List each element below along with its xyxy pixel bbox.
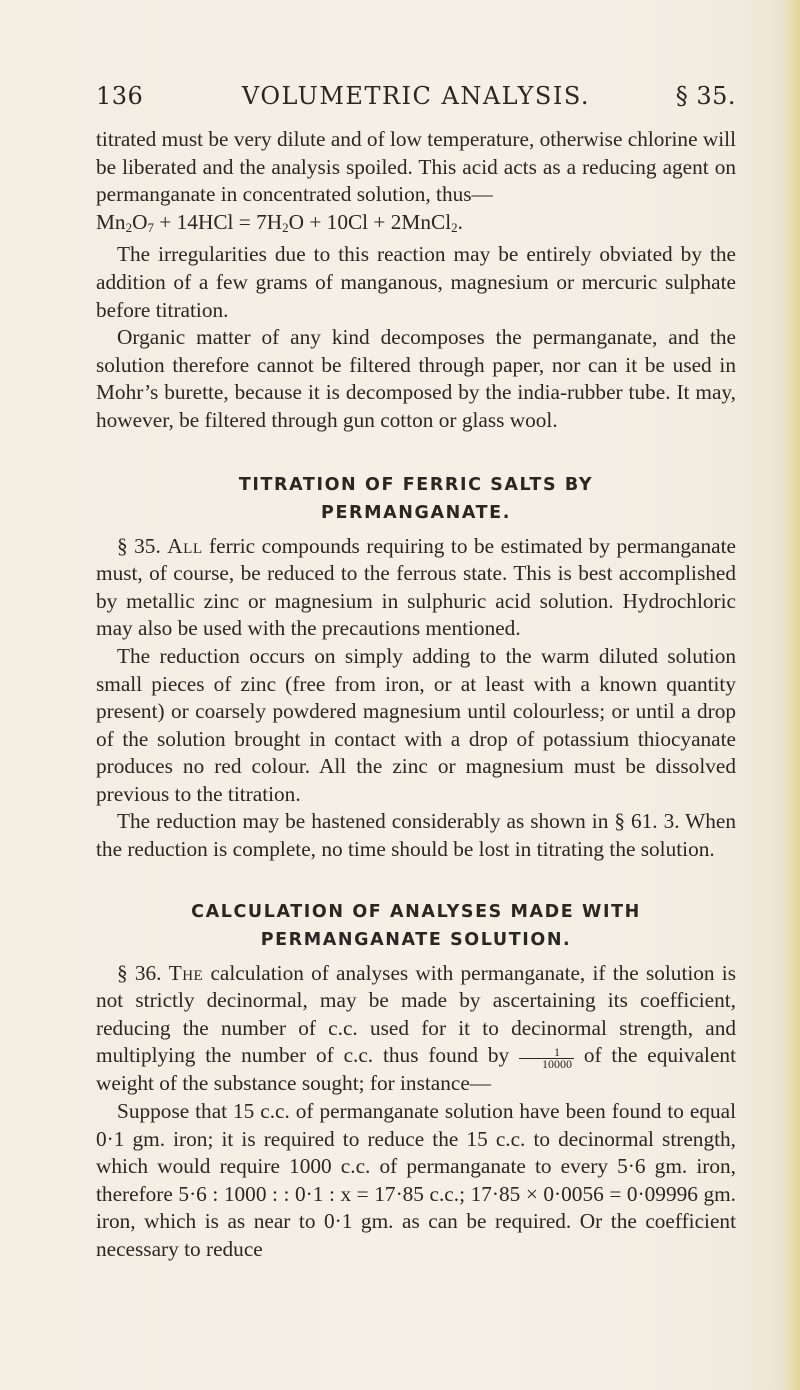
paragraph-4: § 35. All ferric compounds requiring to be estimated by permanganate must, of course, be reduced to the ferrous state. This is best accomplished by metallic zinc or magnesium in sulphuric acid solution. Hydrochloric may also be used with the precautions mentioned. [96,533,736,641]
fraction: $\frac{1}{10000}$ [519,1047,574,1070]
paragraph-5: The reduction occurs on simply adding to the warm diluted solution small pieces of zinc (free from iron, or at least with a known quantity present) or coarsely powdered magnesium until colourless; or until a drop of the solution brought in contact with a drop of potassium thiocyanate produces no red colour. All the zinc or magnesium must be dissolved previous to the titration. [96,643,736,806]
paragraph-8: Suppose that 15 c.c. of permanganate solution have been found to equal 0·1 gm. iron; it is required to reduce the 15 c.c. to decinormal strength, which would require 1000 c.c. of permanganate to every 5·6 gm. iron, therefore 5·6 : 1000 : : 0·1 : x = 17·85 c.c.; 17·85 × 0·0056 = 0·09996 gm. iron, which is as near to 0·1 gm. as can be required. Or the coefficient necessary to reduce [96,1099,736,1261]
section-heading-calculation: CALCULATION OF ANALYSES MADE WITH PERMANGANATE SOLUTION. [191,901,641,950]
page-body [96,126,736,1264]
section-heading-ferric: TITRATION OF FERRIC SALTS BY PERMANGANATE. [238,474,594,523]
section-marker: § 35. [675,82,736,110]
paragraph-6: The reduction may be hastened considerably as shown in § 61. 3. When the reduction is complete, no time should be lost in titrating the solution. [96,809,736,862]
paragraph-3: Organic matter of any kind decomposes the permanganate, and the solution therefore cannot be filtered through paper, nor can it be used in Mohr’s burette, because it is decomposed by the india-rubber tube. It may, however, be filtered through gun cotton or glass wool. [96,325,736,432]
page-edge [782,0,800,1390]
page-number: 136 [96,82,144,110]
running-header [96,82,736,116]
chemical-equation: $Mn_2O_7 + 14HCl = 7H_2O + 10Cl$ + 2MnCl$_2$. [96,209,463,235]
running-title: VOLUMETRIC ANALYSIS. [241,82,591,110]
paragraph-7: § 36. The calculation of analyses with permanganate, if the solution is not strictly decinormal, may be made by ascertaining its coefficient, reducing the number of c.c. used for it to decinormal strength, and multiplying the number of c.c. thus found by $\frac{1}{10000}$ of the equivalent weight of the substance sought; for instance— [96,960,736,1096]
paragraph-2: The irregularities due to this reaction may be entirely obviated by the addition of a few grams of manganous, magnesium or mercuric sulphate before titration. [96,242,736,322]
paragraph-1: titrated must be very dilute and of low temperature, otherwise chlorine will be liberated and the analysis spoiled. This acid acts as a reducing agent on permanganate in concentrated solution, thus— [96,127,736,207]
